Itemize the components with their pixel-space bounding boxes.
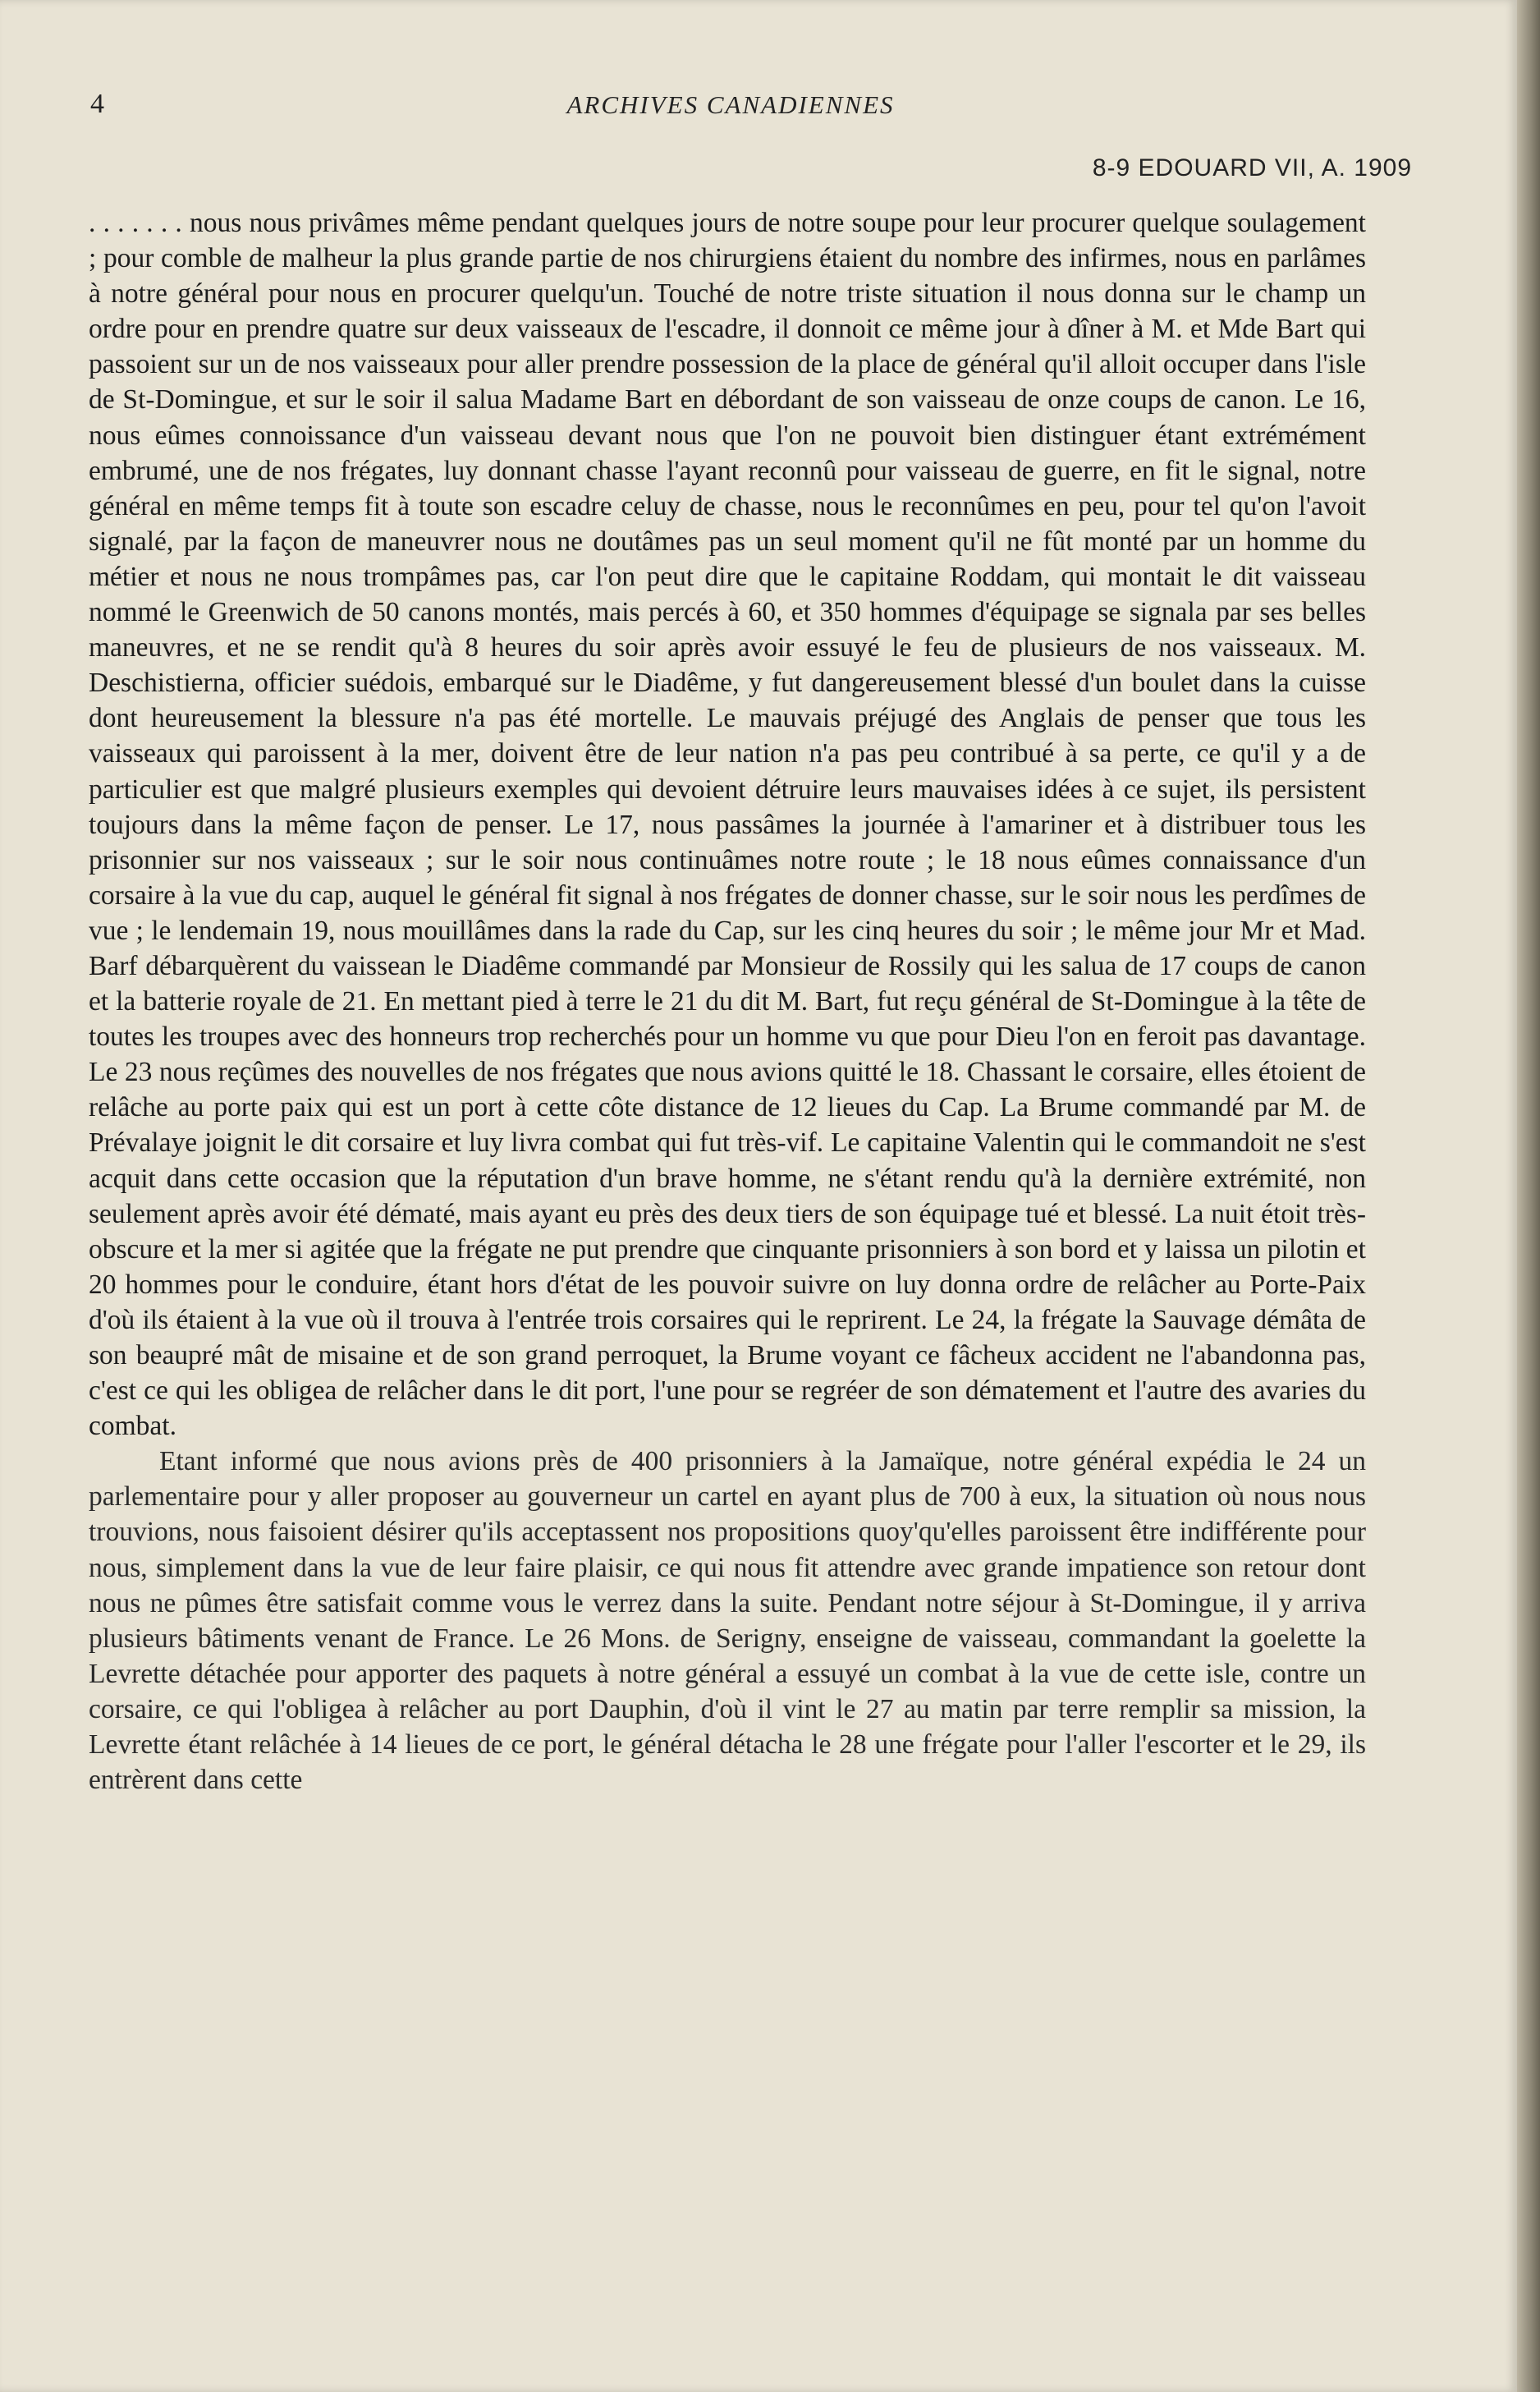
session-label: 8-9 EDOUARD VII, A. 1909 — [1092, 154, 1412, 181]
paragraph-2: Etant informé que nous avions près de 400 prisonniers à la Jamaïque, notre général expédia le 24 un parlementaire pour y aller proposer au gouverneur un cartel en ayant plus de 700 à eux, la situation où nous nous trouvions, nous faisoient désirer qu'ils acceptassent nos propositions quoy'qu'elles paroissent être indifférente pour nous, simplement dans la vue de leur faire plaisir, ce qui nous fit attendre avec grande impatience son retour dont nous ne pûmes être satisfait comme vous le verrez dans la suite. Pendant notre séjour à St-Domingue, il y arriva plusieurs bâtiments venant de France. Le 26 Mons. de Serigny, enseigne de vaisseau, commandant la goelette la Levrette détachée pour apporter des paquets à notre général a essuyé un combat à la vue de cette isle, contre un corsaire, ce qui l'obligea à relâcher au port Dauphin, d'où il vint le 27 au matin par terre remplir sa mission, la Levrette étant relâchée à 14 lieues de ce port, le général détacha le 28 une frégate pour l'aller l'escorter et le 29, ils entrèrent dans cette — [89, 1446, 1366, 1796]
page-header — [90, 89, 1371, 130]
paragraph-1: . . . . . . . nous nous privâmes même pendant quelques jours de notre soupe pour leur procurer quelque soulagement ; pour comble de malheur la plus grande partie de nos chirurgiens étaient du nombre des infirmes, nous en parlâmes à notre général pour nous en procurer quelqu'un. Touché de notre triste situation il nous donna sur le champ un ordre pour en prendre quatre sur deux vaisseaux de l'escadre, il donnoit ce même jour à dîner à M. et Mde Bart qui passoient sur un de nos vaisseaux pour aller prendre possession de la place de général qu'il alloit occuper dans l'isle de St-Domingue, et sur le soir il salua Madame Bart en débordant de son vaisseau de onze coups de canon. Le 16, nous eûmes connoissance d'un vaisseau devant nous que l'on ne pouvoit bien distinguer étant extrémément embrumé, une de nos frégates, luy donnant chasse l'ayant reconnû pour vaisseau de guerre, en fit le signal, notre général en même temps fit à toute son escadre celuy de chasse, nous le reconnûmes en peu, pour tel qu'on l'avoit signalé, par la façon de maneuvrer nous ne doutâmes pas un seul moment qu'il ne fût monté par un homme du métier et nous ne nous trompâmes pas, car l'on peut dire que le capitaine Roddam, qui montait le dit vaisseau nommé le Greenwich de 50 canons montés, mais percés à 60, et 350 hommes d'équipage se signala par ses belles maneuvres, et ne se rendit qu'à 8 heures du soir après avoir essuyé le feu de plusieurs de nos vaisseaux. M. Deschistierna, officier suédois, embarqué sur le Diadême, y fut dangereusement blessé d'un boulet dans la cuisse dont heureusement la blessure n'a pas été mortelle. Le mauvais préjugé des Anglais de penser que tous les vaisseaux qui paroissent à la mer, doivent être de leur nation n'a pas peu contribué à sa perte, ce qu'il y a de particulier est que malgré plusieurs exemples qui devoient détruire leurs mauvaises idées à ce sujet, ils persistent toujours dans la même façon de penser. Le 17, nous passâmes la journée à l'amariner et à distribuer tous les prisonnier sur nos vaisseaux ; sur le soir nous continuâmes notre route ; le 18 nous eûmes connaissance d'un corsaire à la vue du cap, auquel le général fit signal à nos frégates de donner chasse, sur le soir nous les perdîmes de vue ; le lendemain 19, nous mouillâmes dans la rade du Cap, sur les cinq heures du soir ; le même jour Mr et Mad. Barf débarquèrent du vaissean le Diadême commandé par Monsieur de Rossily qui les salua de 17 coups de canon et la batterie royale de 21. En mettant pied à terre le 21 du dit M. Bart, fut reçu général de St-Domingue à la tête de toutes les troupes avec des honneurs trop recherchés pour un homme vu que pour Dieu l'on en feroit pas davantage. Le 23 nous reçûmes des nouvelles de nos frégates que nous avions quitté le 18. Chassant le corsaire, elles étoient de relâche au porte paix qui est un port à cette côte distance de 12 lieues du Cap. La Brume commandé par M. de Prévalaye joignit le dit corsaire et luy livra combat qui fut très-vif. Le capitaine Valentin qui le commandoit ne s'est acquit dans cette occasion que la réputation d'un brave homme, ne s'étant rendu qu'à la dernière extrémité, non seulement après avoir été dématé, mais ayant eu près des deux tiers de son équipage tué et blessé. La nuit étoit très-obscure et la mer si agitée que la frégate ne put prendre que cinquante prisonniers à son bord et y laissa un pilotin et 20 hommes pour le conduire, étant hors d'état de les pouvoir suivre on luy donna ordre de relâcher au Porte-Paix d'où ils étaient à la vue où il trouva à l'entrée trois corsaires qui le reprirent. Le 24, la frégate la Sauvage démâta de son beaupré mât de misaine et de son grand perroquet, la Brume voyant ce fâcheux accident ne l'abandonna pas, c'est ce qui les obligea de relâcher dans le dit port, l'une pour se regréer de son dématement et l'autre des avaries du combat. — [89, 208, 1366, 1442]
page-number: 4 — [90, 89, 104, 119]
body-text — [89, 205, 1366, 1797]
running-title: ARCHIVES CANADIENNES — [566, 90, 895, 119]
book-spine-edge — [1517, 0, 1540, 2392]
